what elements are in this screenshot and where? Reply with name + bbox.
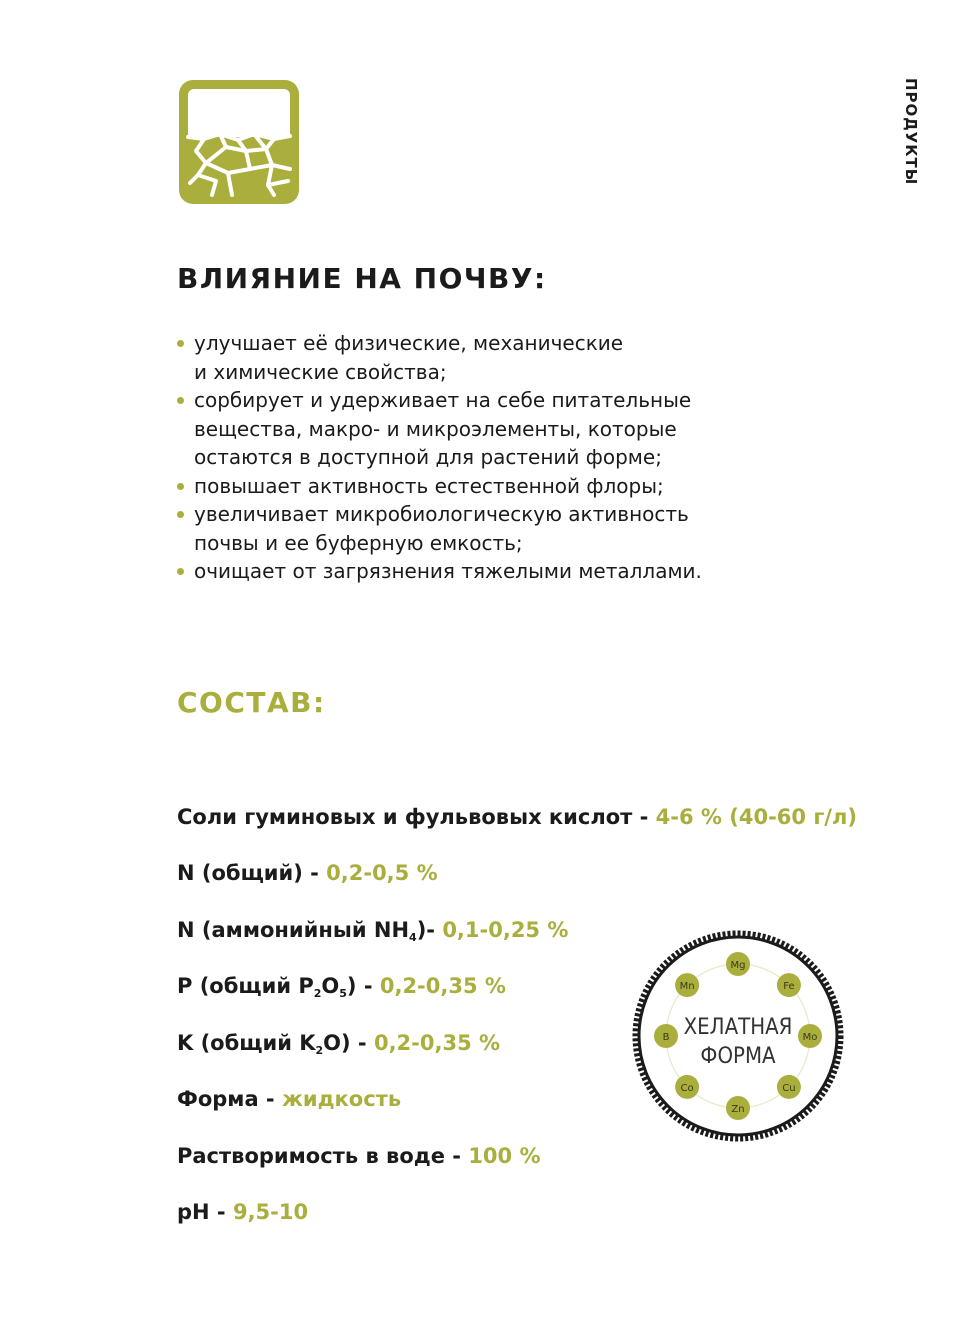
bullet-dot: [177, 511, 184, 518]
chelate-element-label: Cu: [782, 1082, 796, 1094]
composition-row-solubility: Растворимость в воде - 100 %: [177, 1144, 541, 1168]
composition-row-ph: pH - 9,5-10: [177, 1200, 309, 1224]
bullet-dot: [177, 568, 184, 575]
composition-row-form: Форма - жидкость: [177, 1087, 402, 1111]
list-item: сорбирует и удерживает на себе питательные вещества, макро- и микроэлементы, которые остаются в доступной для растений форме;: [177, 386, 702, 472]
soil-icon: [176, 77, 302, 207]
composition-row-n-ammonium: N (аммонийный $NH_4)-$ 0,1-0,25 %: [177, 918, 569, 944]
list-item: увеличивает микробиологическую активность почвы и ее буферную емкость;: [177, 500, 702, 557]
list-item: улучшает её физические, механические и химические свойства;: [177, 329, 702, 386]
chelate-element-label: Mg: [730, 960, 746, 971]
composition-row-potassium: K (общий $K_2O) - 0,2-0,35$ %: [177, 1031, 501, 1057]
composition-row-humic: Соли гуминовых и фульвовых кислот - 4-6 % (40-60 г/л): [177, 805, 857, 829]
chelate-form-badge: [630, 928, 846, 1144]
list-item: очищает от загрязнения тяжелыми металлами.: [177, 557, 702, 586]
chelate-element-label: Zn: [731, 1104, 745, 1115]
soil-heading: ВЛИЯНИЕ НА ПОЧВУ:: [177, 262, 547, 295]
chelate-element-label: Mo: [802, 1032, 818, 1043]
chelate-title-line2: ФОРМА: [700, 1044, 776, 1069]
chelate-element-label: Fe: [783, 981, 795, 993]
section-side-label: ПРОДУКТЫ: [902, 78, 920, 186]
composition-heading: СОСТАВ:: [177, 686, 326, 719]
chelate-element-label: Mn: [679, 981, 695, 993]
bullet-dot: [177, 397, 184, 404]
bullet-dot: [177, 340, 184, 347]
soil-effects-list: [177, 329, 702, 586]
chelate-element-label: Co: [680, 1082, 694, 1094]
chelate-title-line1: ХЕЛАТНАЯ: [683, 1015, 793, 1040]
composition-row-phosphorus: P (общий $P_2O_5) - 0,2-0,35$ %: [177, 974, 506, 1000]
composition-row-n-total: N (общий) - 0,2-0,5 %: [177, 861, 438, 885]
chelate-element-label: B: [662, 1032, 670, 1043]
list-item: повышает активность естественной флоры;: [177, 472, 702, 501]
bullet-dot: [177, 483, 184, 490]
